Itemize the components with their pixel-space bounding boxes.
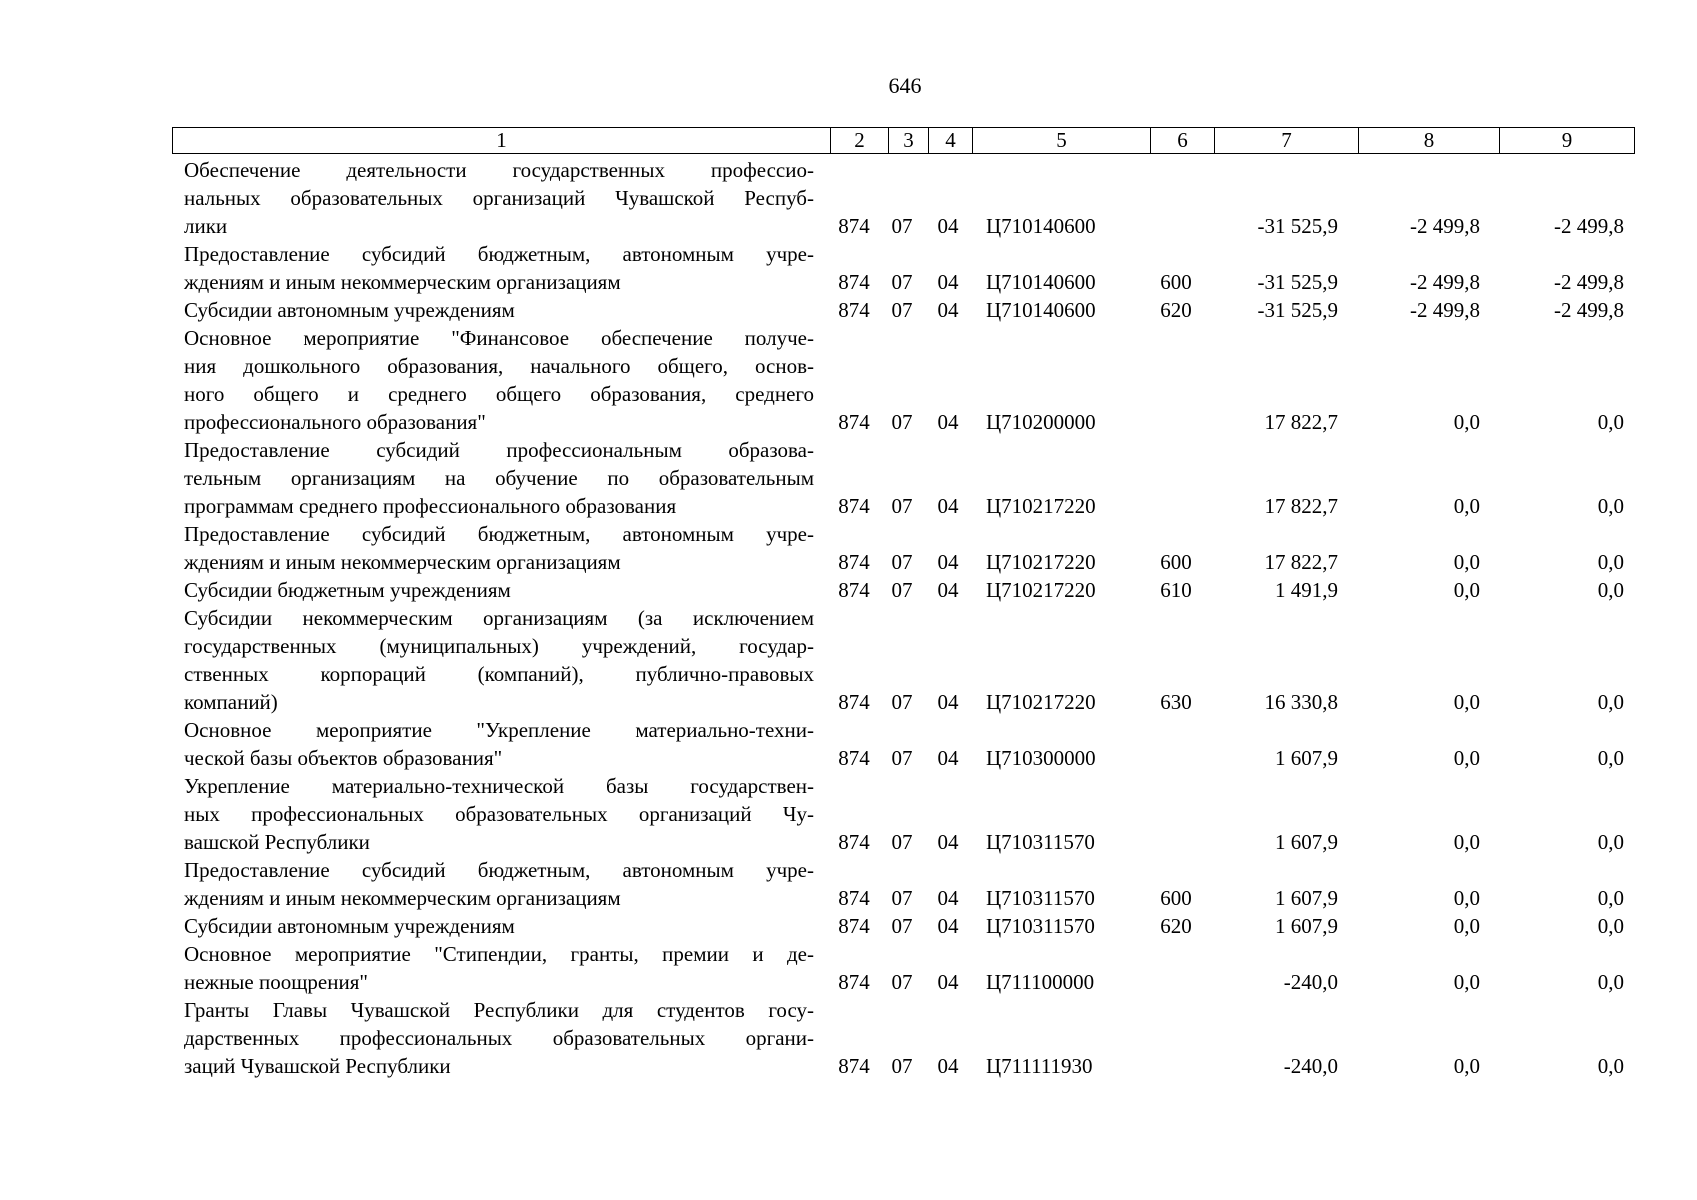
row-description <box>184 772 814 856</box>
cell-col-2: 874 <box>838 914 870 938</box>
description-line: ственных корпораций (компаний), публично-правовых <box>184 662 814 686</box>
row-description <box>184 856 814 912</box>
cell-col-3: 07 <box>891 410 913 434</box>
table-row <box>0 324 1697 436</box>
description-line: Предоставление субсидий бюджетным, автономным учре- <box>184 858 814 882</box>
description-line: государственных (муниципальных) учреждений, государ- <box>184 634 814 658</box>
description-line: заций Чувашской Республики <box>184 1054 451 1078</box>
cell-col-8: 0,0 <box>1453 970 1480 994</box>
cell-col-2: 874 <box>838 886 870 910</box>
cell-col-2: 874 <box>838 410 870 434</box>
cell-col-8: -2 499,8 <box>1410 214 1480 238</box>
header-cell: 5 <box>972 128 1150 153</box>
table-row <box>0 240 1697 296</box>
header-cell: 9 <box>1499 128 1634 153</box>
cell-col-7: -31 525,9 <box>1257 214 1338 238</box>
cell-col-5: Ц710217220 <box>986 690 1096 714</box>
description-line: нежные поощрения" <box>184 970 368 994</box>
description-line: лики <box>184 214 228 238</box>
header-cell: 7 <box>1214 128 1358 153</box>
description-line: Предоставление субсидий бюджетным, автономным учре- <box>184 242 814 266</box>
description-line: Предоставление субсидий профессиональным образова- <box>184 438 814 462</box>
header-cell: 8 <box>1358 128 1499 153</box>
cell-col-9: -2 499,8 <box>1554 270 1624 294</box>
cell-col-5: Ц710217220 <box>986 494 1096 518</box>
row-description <box>184 436 814 520</box>
cell-col-9: 0,0 <box>1597 550 1624 574</box>
header-cell: 4 <box>928 128 972 153</box>
cell-col-5: Ц711111930 <box>986 1054 1093 1078</box>
cell-col-8: 0,0 <box>1453 690 1480 714</box>
cell-col-9: 0,0 <box>1597 830 1624 854</box>
cell-col-9: 0,0 <box>1597 578 1624 602</box>
cell-col-7: 1 607,9 <box>1275 830 1338 854</box>
description-line: компаний) <box>184 690 278 714</box>
description-line: Субсидии автономным учреждениям <box>184 298 515 322</box>
cell-col-5: Ц710311570 <box>986 914 1095 938</box>
header-cell: 2 <box>830 128 888 153</box>
cell-col-3: 07 <box>891 970 913 994</box>
description-line: ных профессиональных образовательных организаций Чу- <box>184 802 814 826</box>
cell-col-4: 04 <box>937 830 959 854</box>
cell-col-3: 07 <box>891 578 913 602</box>
cell-col-2: 874 <box>838 746 870 770</box>
cell-col-2: 874 <box>838 270 870 294</box>
cell-col-3: 07 <box>891 550 913 574</box>
cell-col-3: 07 <box>891 746 913 770</box>
cell-col-2: 874 <box>838 494 870 518</box>
row-description <box>184 520 814 576</box>
cell-col-9: 0,0 <box>1597 410 1624 434</box>
cell-col-4: 04 <box>937 410 959 434</box>
row-description <box>184 940 814 996</box>
cell-col-5: Ц710140600 <box>986 270 1096 294</box>
cell-col-5: Ц710140600 <box>986 214 1096 238</box>
row-description <box>184 240 814 296</box>
cell-col-4: 04 <box>937 970 959 994</box>
cell-col-4: 04 <box>937 214 959 238</box>
cell-col-7: 17 822,7 <box>1264 494 1338 518</box>
cell-col-3: 07 <box>891 914 913 938</box>
cell-col-8: -2 499,8 <box>1410 298 1480 322</box>
cell-col-9: 0,0 <box>1597 494 1624 518</box>
cell-col-6: 600 <box>1160 550 1192 574</box>
page-number: 646 <box>888 73 922 98</box>
cell-col-8: 0,0 <box>1453 1054 1480 1078</box>
cell-col-3: 07 <box>891 830 913 854</box>
cell-col-2: 874 <box>838 830 870 854</box>
table-row <box>0 856 1697 912</box>
cell-col-8: 0,0 <box>1453 550 1480 574</box>
description-line: ного общего и среднего общего образования, среднего <box>184 382 814 406</box>
cell-col-8: 0,0 <box>1453 578 1480 602</box>
cell-col-5: Ц710200000 <box>986 410 1096 434</box>
cell-col-9: 0,0 <box>1597 970 1624 994</box>
cell-col-7: -31 525,9 <box>1257 298 1338 322</box>
cell-col-5: Ц710217220 <box>986 578 1096 602</box>
cell-col-9: 0,0 <box>1597 914 1624 938</box>
description-line: Субсидии некоммерческим организациям (за исключением <box>184 606 814 630</box>
description-line: Субсидии автономным учреждениям <box>184 914 515 938</box>
cell-col-3: 07 <box>891 886 913 910</box>
row-description <box>184 716 814 772</box>
description-line: профессионального образования" <box>184 410 486 434</box>
cell-col-4: 04 <box>937 690 959 714</box>
cell-col-2: 874 <box>838 214 870 238</box>
cell-col-7: 1 607,9 <box>1275 746 1338 770</box>
description-line: Гранты Главы Чувашской Республики для студентов госу- <box>184 998 814 1022</box>
cell-col-2: 874 <box>838 970 870 994</box>
cell-col-5: Ц711100000 <box>986 970 1095 994</box>
cell-col-8: 0,0 <box>1453 410 1480 434</box>
table-row <box>0 520 1697 576</box>
table-row <box>0 296 1697 324</box>
cell-col-4: 04 <box>937 298 959 322</box>
cell-col-4: 04 <box>937 494 959 518</box>
cell-col-3: 07 <box>891 214 913 238</box>
row-description <box>184 604 814 716</box>
cell-col-2: 874 <box>838 550 870 574</box>
cell-col-5: Ц710311570 <box>986 886 1095 910</box>
cell-col-7: -240,0 <box>1283 970 1338 994</box>
description-line: Основное мероприятие "Укрепление материально-техни- <box>184 718 814 742</box>
table-row <box>0 772 1697 856</box>
description-line: программам среднего профессионального образования <box>184 494 677 518</box>
row-description <box>184 156 814 240</box>
cell-col-3: 07 <box>891 1054 913 1078</box>
description-line: вашской Республики <box>184 830 370 854</box>
cell-col-6: 600 <box>1160 886 1192 910</box>
cell-col-7: 17 822,7 <box>1264 550 1338 574</box>
cell-col-4: 04 <box>937 746 959 770</box>
cell-col-8: 0,0 <box>1453 830 1480 854</box>
cell-col-2: 874 <box>838 690 870 714</box>
cell-col-7: 17 822,7 <box>1264 410 1338 434</box>
description-line: тельным организациям на обучение по образовательным <box>184 466 814 490</box>
cell-col-7: -240,0 <box>1283 1054 1338 1078</box>
cell-col-7: 1 607,9 <box>1275 914 1338 938</box>
header-cell: 1 <box>496 128 507 152</box>
cell-col-8: 0,0 <box>1453 746 1480 770</box>
table-header-row <box>172 127 1635 154</box>
cell-col-5: Ц710300000 <box>986 746 1096 770</box>
table-row <box>0 912 1697 940</box>
cell-col-8: 0,0 <box>1453 914 1480 938</box>
cell-col-6: 620 <box>1160 298 1192 322</box>
cell-col-4: 04 <box>937 914 959 938</box>
table-row <box>0 996 1697 1080</box>
description-line: Обеспечение деятельности государственных профессио- <box>184 158 814 182</box>
cell-col-6: 630 <box>1160 690 1192 714</box>
cell-col-6: 600 <box>1160 270 1192 294</box>
cell-col-4: 04 <box>937 578 959 602</box>
description-line: нальных образовательных организаций Чувашской Респуб- <box>184 186 814 210</box>
description-line: Основное мероприятие "Финансовое обеспечение получе- <box>184 326 814 350</box>
description-line: Укрепление материально-технической базы государствен- <box>184 774 814 798</box>
cell-col-3: 07 <box>891 494 913 518</box>
cell-col-6: 610 <box>1160 578 1192 602</box>
description-line: ждениям и иным некоммерческим организациям <box>184 550 621 574</box>
cell-col-2: 874 <box>838 1054 870 1078</box>
cell-col-7: 1 607,9 <box>1275 886 1338 910</box>
table-row <box>0 604 1697 716</box>
table-row <box>0 576 1697 604</box>
cell-col-9: 0,0 <box>1597 690 1624 714</box>
cell-col-4: 04 <box>937 270 959 294</box>
row-description <box>184 296 814 324</box>
row-description <box>184 912 814 940</box>
description-line: ждениям и иным некоммерческим организациям <box>184 270 621 294</box>
header-cell: 3 <box>888 128 928 153</box>
row-description <box>184 576 814 604</box>
cell-col-4: 04 <box>937 1054 959 1078</box>
cell-col-4: 04 <box>937 886 959 910</box>
table-row <box>0 716 1697 772</box>
description-line: дарственных профессиональных образовательных органи- <box>184 1026 814 1050</box>
cell-col-8: -2 499,8 <box>1410 270 1480 294</box>
cell-col-3: 07 <box>891 270 913 294</box>
cell-col-6: 620 <box>1160 914 1192 938</box>
description-line: Основное мероприятие "Стипендии, гранты, премии и де- <box>184 942 814 966</box>
cell-col-5: Ц710140600 <box>986 298 1096 322</box>
cell-col-2: 874 <box>838 298 870 322</box>
table-row <box>0 436 1697 520</box>
table-row <box>0 156 1697 240</box>
cell-col-9: -2 499,8 <box>1554 214 1624 238</box>
description-line: Субсидии бюджетным учреждениям <box>184 578 511 602</box>
cell-col-7: 1 491,9 <box>1275 578 1338 602</box>
header-cell: 6 <box>1150 128 1214 153</box>
cell-col-3: 07 <box>891 690 913 714</box>
description-line: Предоставление субсидий бюджетным, автономным учре- <box>184 522 814 546</box>
cell-col-9: -2 499,8 <box>1554 298 1624 322</box>
cell-col-5: Ц710217220 <box>986 550 1096 574</box>
description-line: ния дошкольного образования, начального общего, основ- <box>184 354 814 378</box>
cell-col-4: 04 <box>937 550 959 574</box>
cell-col-2: 874 <box>838 578 870 602</box>
cell-col-3: 07 <box>891 298 913 322</box>
cell-col-8: 0,0 <box>1453 494 1480 518</box>
cell-col-7: -31 525,9 <box>1257 270 1338 294</box>
row-description <box>184 996 814 1080</box>
cell-col-9: 0,0 <box>1597 746 1624 770</box>
table-row <box>0 940 1697 996</box>
cell-col-8: 0,0 <box>1453 886 1480 910</box>
description-line: ческой базы объектов образования" <box>184 746 503 770</box>
cell-col-9: 0,0 <box>1597 1054 1624 1078</box>
cell-col-7: 16 330,8 <box>1264 690 1338 714</box>
cell-col-5: Ц710311570 <box>986 830 1095 854</box>
row-description <box>184 324 814 436</box>
description-line: ждениям и иным некоммерческим организациям <box>184 886 621 910</box>
cell-col-9: 0,0 <box>1597 886 1624 910</box>
